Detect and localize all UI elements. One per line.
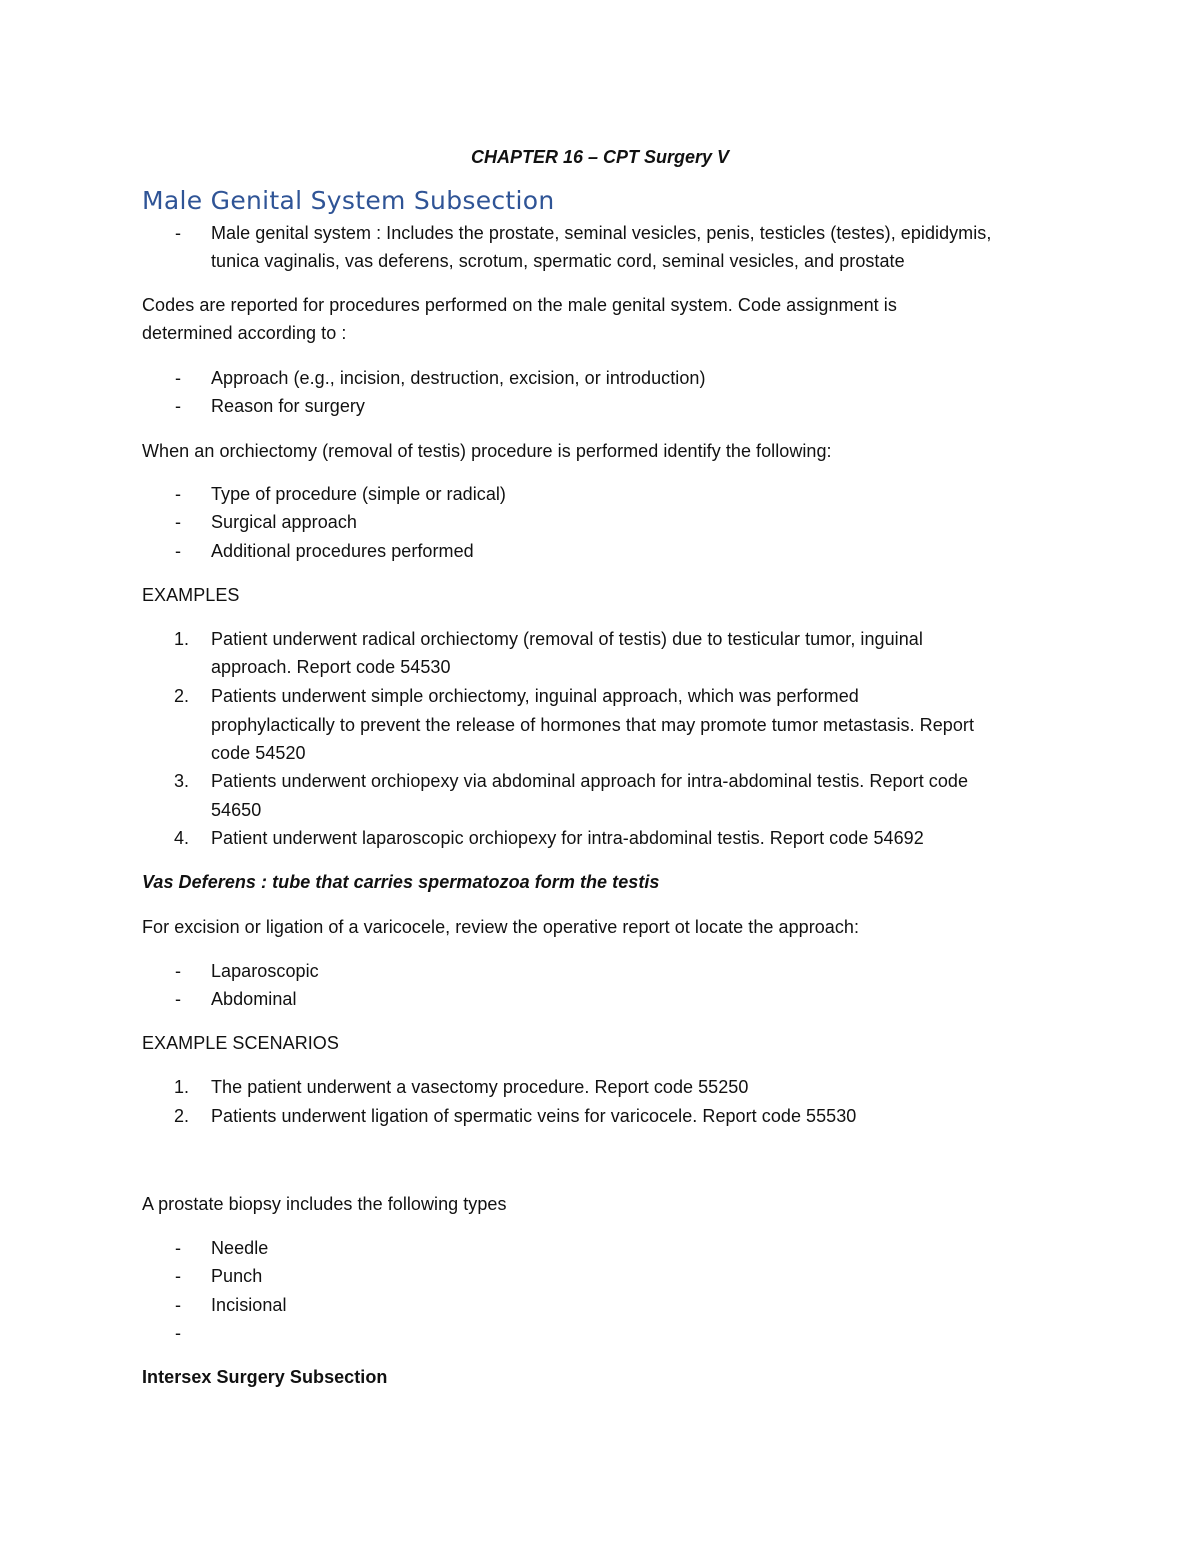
intro-bullet-line-1: Male genital system : Includes the prostate, seminal vesicles, penis, testicles (testes), epididymis, — [211, 223, 992, 243]
example-line: Patients underwent orchiopexy via abdominal approach for intra-abdominal testis. Report code — [211, 771, 969, 791]
approach-bullet: Approach (e.g., incision, destruction, excision, or introduction) — [211, 368, 706, 388]
bullet-dash: - — [175, 961, 182, 981]
orchiectomy-bullet: Type of procedure (simple or radical) — [211, 484, 506, 504]
example-number: 2. — [174, 686, 190, 706]
example-line: code 54520 — [211, 743, 306, 763]
bullet-dash: - — [175, 396, 182, 416]
example-line: approach. Report code 54530 — [211, 657, 451, 677]
examples-label: EXAMPLES — [142, 585, 240, 605]
bullet-dash: - — [175, 1266, 182, 1286]
varicocele-bullet: Abdominal — [211, 989, 297, 1009]
bullet-dash: - — [175, 223, 182, 243]
scenario-text: Patients underwent ligation of spermatic veins for varicocele. Report code 55530 — [211, 1106, 857, 1126]
codes-paragraph-line-2: determined according to : — [142, 323, 347, 343]
orchiectomy-paragraph: When an orchiectomy (removal of testis) procedure is performed identify the following: — [142, 441, 832, 461]
scenario-number: 2. — [174, 1106, 190, 1126]
biopsy-bullet: Punch — [211, 1266, 263, 1286]
codes-paragraph-line-1: Codes are reported for procedures performed on the male genital system. Code assignment is — [142, 295, 897, 315]
varicocele-paragraph: For excision or ligation of a varicocele, review the operative report ot locate the approach: — [142, 917, 860, 937]
scenario-text: The patient underwent a vasectomy procedure. Report code 55250 — [211, 1077, 749, 1097]
example-line: Patient underwent radical orchiectomy (removal of testis) due to testicular tumor, inguinal — [211, 629, 923, 649]
vas-deferens-heading: Vas Deferens : tube that carries spermatozoa form the testis — [142, 872, 660, 892]
intersex-heading: Intersex Surgery Subsection — [142, 1367, 388, 1387]
example-line: 54650 — [211, 800, 262, 820]
bullet-dash: - — [175, 541, 182, 561]
orchiectomy-bullet: Additional procedures performed — [211, 541, 474, 561]
biopsy-bullet: Incisional — [211, 1295, 287, 1315]
example-number: 3. — [174, 771, 190, 791]
example-scenarios-label: EXAMPLE SCENARIOS — [142, 1033, 339, 1053]
intro-bullet-line-2: tunica vaginalis, vas deferens, scrotum, spermatic cord, seminal vesicles, and prostate — [211, 251, 905, 271]
bullet-dash: - — [175, 512, 182, 532]
approach-bullet: Reason for surgery — [211, 396, 365, 416]
bullet-dash: - — [175, 484, 182, 504]
bullet-dash: - — [175, 1238, 182, 1258]
example-line: Patient underwent laparoscopic orchiopexy for intra-abdominal testis. Report code 54692 — [211, 828, 924, 848]
biopsy-bullet: Needle — [211, 1238, 269, 1258]
scenario-number: 1. — [174, 1077, 190, 1097]
orchiectomy-bullet: Surgical approach — [211, 512, 357, 532]
bullet-dash: - — [175, 1323, 182, 1343]
bullet-dash: - — [175, 989, 182, 1009]
bullet-dash: - — [175, 368, 182, 388]
section-heading: Male Genital System Subsection — [142, 186, 555, 215]
biopsy-paragraph: A prostate biopsy includes the following types — [142, 1194, 507, 1214]
bullet-dash: - — [175, 1295, 182, 1315]
example-line: prophylactically to prevent the release of hormones that may promote tumor metastasis. Report — [211, 715, 975, 735]
example-line: Patients underwent simple orchiectomy, inguinal approach, which was performed — [211, 686, 859, 706]
example-number: 1. — [174, 629, 190, 649]
varicocele-bullet: Laparoscopic — [211, 961, 319, 981]
chapter-title: CHAPTER 16 – CPT Surgery V — [470, 147, 730, 167]
example-number: 4. — [174, 828, 190, 848]
